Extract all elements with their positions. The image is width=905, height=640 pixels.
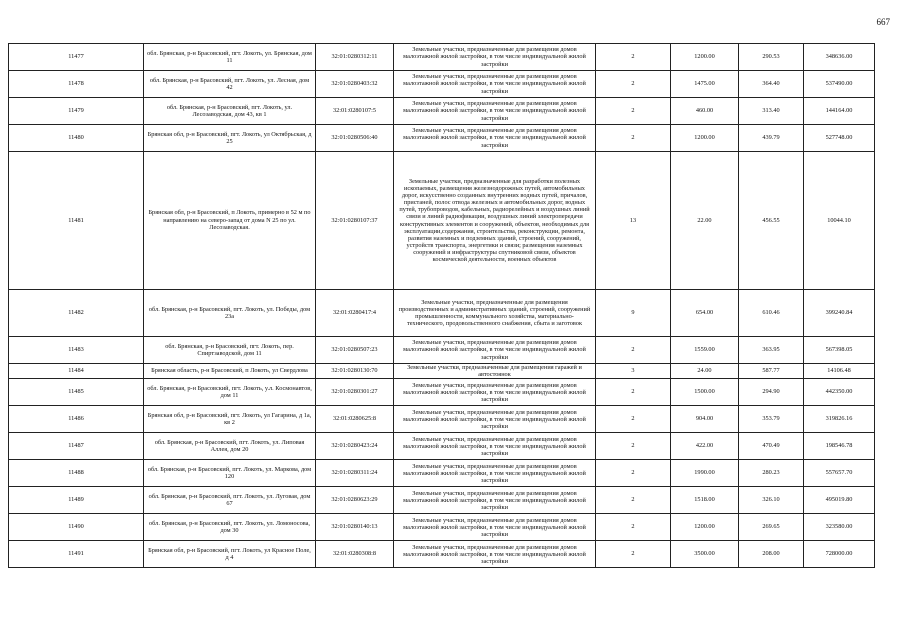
cadastral-number-cell: 32:01:0280130:70 xyxy=(316,364,394,379)
table-row xyxy=(9,71,875,98)
cadastral-value-cell: 144164.00 xyxy=(804,98,875,125)
land-use-cell: Земельные участки, предназначенные для размещения домов малоэтажной жилой застройки, в том числе индивидуальной жилой застройки xyxy=(394,487,596,514)
page-number: 667 xyxy=(876,17,890,27)
land-use-cell: Земельные участки, предназначенные для размещения домов малоэтажной жилой застройки, в том числе индивидуальной жилой застройки xyxy=(394,379,596,406)
area-cell: 1200.00 xyxy=(671,125,739,152)
cadastral-number-cell: 32:01:0280423:24 xyxy=(316,433,394,460)
area-cell: 1475.00 xyxy=(671,71,739,98)
specific-value-cell: 470.49 xyxy=(739,433,804,460)
address-cell: Брянская обл, р-н Брасовский, пгт. Локоть, ул Красное Поле, д 4 xyxy=(144,541,316,568)
specific-value-cell: 363.95 xyxy=(739,337,804,364)
cadastral-number-cell: 32:01:0280107:37 xyxy=(316,152,394,290)
cadastral-value-table xyxy=(8,43,875,568)
table-row xyxy=(9,514,875,541)
land-use-cell: Земельные участки, предназначенные для разработки полезных ископаемых, размещения железнодорожных путей, автомобильных дорог, искусственно созданных внутренних водных путей, причалов, пристаней, полос отвода железных и автомобильных дорог, водных путей, трубопроводов, кабельных, радиорелейных и воздушных линий связи и линий радиофикации, воздушных линий электропередачи конструктивных элементов и сооружений, объектов, необходимых для эксплуатации,содержания, строительства, реконструкции, ремонта, развития наземных и подземных зданий, строений, сооружений, устройств транспорта, энергетики и связи; размещения наземных сооружений и инфраструктуры спутниковой связи, объектов космической деятельности, военных объектов xyxy=(394,152,596,290)
cadastral-number-cell: 32:01:0280312:11 xyxy=(316,44,394,71)
cadastral-number-cell: 32:01:0280308:8 xyxy=(316,541,394,568)
land-use-cell: Земельные участки, предназначенные для размещения домов малоэтажной жилой застройки, в том числе индивидуальной жилой застройки xyxy=(394,541,596,568)
specific-value-cell: 439.79 xyxy=(739,125,804,152)
row-number-cell: 11487 xyxy=(9,433,144,460)
row-number-cell: 11482 xyxy=(9,290,144,337)
cadastral-number-cell: 32:01:0280311:24 xyxy=(316,460,394,487)
specific-value-cell: 326.10 xyxy=(739,487,804,514)
area-cell: 904.00 xyxy=(671,406,739,433)
table-row xyxy=(9,364,875,379)
cadastral-number-cell: 32:01:0280403:32 xyxy=(316,71,394,98)
table-row xyxy=(9,406,875,433)
group-cell: 2 xyxy=(596,514,671,541)
area-cell: 1559.00 xyxy=(671,337,739,364)
specific-value-cell: 587.77 xyxy=(739,364,804,379)
row-number-cell: 11478 xyxy=(9,71,144,98)
area-cell: 422.00 xyxy=(671,433,739,460)
address-cell: обл. Брянская, р-н Брасовский, пгт. Локоть, ул. Маркова, дом 120 xyxy=(144,460,316,487)
address-cell: Брянская обл, р-н Брасовский, пгт. Локоть, ул Октябрьская, д 25 xyxy=(144,125,316,152)
cadastral-number-cell: 32:01:0280301:27 xyxy=(316,379,394,406)
area-cell: 24.00 xyxy=(671,364,739,379)
row-number-cell: 11491 xyxy=(9,541,144,568)
area-cell: 1518.00 xyxy=(671,487,739,514)
cadastral-value-cell: 348636.00 xyxy=(804,44,875,71)
row-number-cell: 11488 xyxy=(9,460,144,487)
group-cell: 2 xyxy=(596,379,671,406)
row-number-cell: 11486 xyxy=(9,406,144,433)
specific-value-cell: 313.40 xyxy=(739,98,804,125)
address-cell: обл. Брянская, р-н Брасовский, пгт. Локоть, ул. Победы, дом 23а xyxy=(144,290,316,337)
group-cell: 2 xyxy=(596,98,671,125)
specific-value-cell: 353.79 xyxy=(739,406,804,433)
land-use-cell: Земельные участки, предназначенные для размещения домов малоэтажной жилой застройки, в том числе индивидуальной жилой застройки xyxy=(394,337,596,364)
address-cell: обл. Брянская, р-н Брасовский, пгт. Локоть, ул. Липовая Аллея, дом 20 xyxy=(144,433,316,460)
specific-value-cell: 280.23 xyxy=(739,460,804,487)
table-row xyxy=(9,98,875,125)
address-cell: Брянская область, р-н Брасовский, п Локоть, ул Свердлова xyxy=(144,364,316,379)
land-use-cell: Земельные участки, предназначенные для размещения домов малоэтажной жилой застройки, в том числе индивидуальной жилой застройки xyxy=(394,433,596,460)
table-row xyxy=(9,152,875,290)
group-cell: 3 xyxy=(596,364,671,379)
row-number-cell: 11479 xyxy=(9,98,144,125)
row-number-cell: 11484 xyxy=(9,364,144,379)
address-cell: обл. Брянская, р-н Брасовский, пгт. Локоть, ул. Лесозаводская, дом 43, кв 1 xyxy=(144,98,316,125)
group-cell: 2 xyxy=(596,433,671,460)
address-cell: обл. Брянская, р-н Брасовский, пгт. Локоть, пер. Спиртзаводской, дом 11 xyxy=(144,337,316,364)
row-number-cell: 11490 xyxy=(9,514,144,541)
group-cell: 2 xyxy=(596,460,671,487)
table-row xyxy=(9,337,875,364)
row-number-cell: 11485 xyxy=(9,379,144,406)
table-row xyxy=(9,379,875,406)
area-cell: 654.00 xyxy=(671,290,739,337)
row-number-cell: 11477 xyxy=(9,44,144,71)
land-use-cell: Земельные участки, предназначенные для размещения домов малоэтажной жилой застройки, в том числе индивидуальной жилой застройки xyxy=(394,406,596,433)
cadastral-value-cell: 10044.10 xyxy=(804,152,875,290)
address-cell: обл. Брянская, р-н Брасовский, пгт. Локоть, ул. Лесная, дом 42 xyxy=(144,71,316,98)
table-row xyxy=(9,487,875,514)
specific-value-cell: 290.53 xyxy=(739,44,804,71)
group-cell: 2 xyxy=(596,541,671,568)
table-row xyxy=(9,460,875,487)
area-cell: 22.00 xyxy=(671,152,739,290)
cadastral-number-cell: 32:01:0280506:40 xyxy=(316,125,394,152)
table-row xyxy=(9,433,875,460)
cadastral-value-cell: 319826.16 xyxy=(804,406,875,433)
area-cell: 460.00 xyxy=(671,98,739,125)
land-use-cell: Земельные участки, предназначенные для размещения домов малоэтажной жилой застройки, в том числе индивидуальной жилой застройки xyxy=(394,514,596,541)
cadastral-value-cell: 399240.84 xyxy=(804,290,875,337)
area-cell: 1990.00 xyxy=(671,460,739,487)
table-body xyxy=(9,44,875,568)
specific-value-cell: 294.90 xyxy=(739,379,804,406)
cadastral-value-cell: 557657.70 xyxy=(804,460,875,487)
address-cell: обл. Брянская, р-н Брасовский, пгт. Локоть, у.л. Космонавтов, дом 11 xyxy=(144,379,316,406)
area-cell: 1200.00 xyxy=(671,514,739,541)
group-cell: 2 xyxy=(596,406,671,433)
cadastral-value-cell: 495019.80 xyxy=(804,487,875,514)
group-cell: 2 xyxy=(596,44,671,71)
land-use-cell: Земельные участки, предназначенные для размещения гаражей и автостоянок xyxy=(394,364,596,379)
address-cell: обл. Брянская, р-н Брасовский, пгт. Локоть, ул. Ломоносова, дом 30 xyxy=(144,514,316,541)
specific-value-cell: 610.46 xyxy=(739,290,804,337)
address-cell: Брянская обл, р-н Брасовский, п Локоть, примерно в 52 м по направлению на северо-запад от дома N 25 по ул. Лесозаводская. xyxy=(144,152,316,290)
cadastral-number-cell: 32:01:0280625:8 xyxy=(316,406,394,433)
area-cell: 1500.00 xyxy=(671,379,739,406)
table-row xyxy=(9,44,875,71)
address-cell: Брянская обл, р-н Брасовский, пгт. Локоть, ул Гагарина, д 1а, кв 2 xyxy=(144,406,316,433)
address-cell: обл. Брянская, р-н Брасовский, пгт. Локоть, ул. Луговая, дом 67 xyxy=(144,487,316,514)
land-use-cell: Земельные участки, предназначенные для размещения производственных и административных зданий, строений, сооружений промышленности, коммунального хозяйства, материально-технического, продовольственного снабжения, сбыта и заготовок xyxy=(394,290,596,337)
cadastral-value-cell: 198546.78 xyxy=(804,433,875,460)
land-use-cell: Земельные участки, предназначенные для размещения домов малоэтажной жилой застройки, в том числе индивидуальной жилой застройки xyxy=(394,44,596,71)
cadastral-value-cell: 728000.00 xyxy=(804,541,875,568)
cadastral-number-cell: 32:01:0280623:29 xyxy=(316,487,394,514)
cadastral-value-cell: 527748.00 xyxy=(804,125,875,152)
group-cell: 2 xyxy=(596,337,671,364)
specific-value-cell: 456.55 xyxy=(739,152,804,290)
cadastral-value-cell: 14106.48 xyxy=(804,364,875,379)
cadastral-number-cell: 32:01:0280507:23 xyxy=(316,337,394,364)
cadastral-value-cell: 567398.05 xyxy=(804,337,875,364)
address-cell: обл. Брянская, р-н Брасовский, пгт. Локоть, ул. Брянская, дом 11 xyxy=(144,44,316,71)
group-cell: 9 xyxy=(596,290,671,337)
row-number-cell: 11489 xyxy=(9,487,144,514)
group-cell: 13 xyxy=(596,152,671,290)
area-cell: 1200.00 xyxy=(671,44,739,71)
group-cell: 2 xyxy=(596,125,671,152)
cadastral-value-cell: 537490.00 xyxy=(804,71,875,98)
area-cell: 3500.00 xyxy=(671,541,739,568)
land-use-cell: Земельные участки, предназначенные для размещения домов малоэтажной жилой застройки, в том числе индивидуальной жилой застройки xyxy=(394,460,596,487)
group-cell: 2 xyxy=(596,487,671,514)
group-cell: 2 xyxy=(596,71,671,98)
land-use-cell: Земельные участки, предназначенные для размещения домов малоэтажной жилой застройки, в том числе индивидуальной жилой застройки xyxy=(394,125,596,152)
specific-value-cell: 208.00 xyxy=(739,541,804,568)
table-row xyxy=(9,290,875,337)
land-use-cell: Земельные участки, предназначенные для размещения домов малоэтажной жилой застройки, в том числе индивидуальной жилой застройки xyxy=(394,98,596,125)
specific-value-cell: 269.65 xyxy=(739,514,804,541)
row-number-cell: 11480 xyxy=(9,125,144,152)
row-number-cell: 11481 xyxy=(9,152,144,290)
row-number-cell: 11483 xyxy=(9,337,144,364)
land-use-cell: Земельные участки, предназначенные для размещения домов малоэтажной жилой застройки, в том числе индивидуальной жилой застройки xyxy=(394,71,596,98)
cadastral-number-cell: 32:01:0280107:5 xyxy=(316,98,394,125)
table-row xyxy=(9,125,875,152)
table-row xyxy=(9,541,875,568)
cadastral-number-cell: 32:01:0280417:4 xyxy=(316,290,394,337)
cadastral-number-cell: 32:01:0280140:13 xyxy=(316,514,394,541)
specific-value-cell: 364.40 xyxy=(739,71,804,98)
cadastral-value-cell: 323580.00 xyxy=(804,514,875,541)
cadastral-value-cell: 442350.00 xyxy=(804,379,875,406)
